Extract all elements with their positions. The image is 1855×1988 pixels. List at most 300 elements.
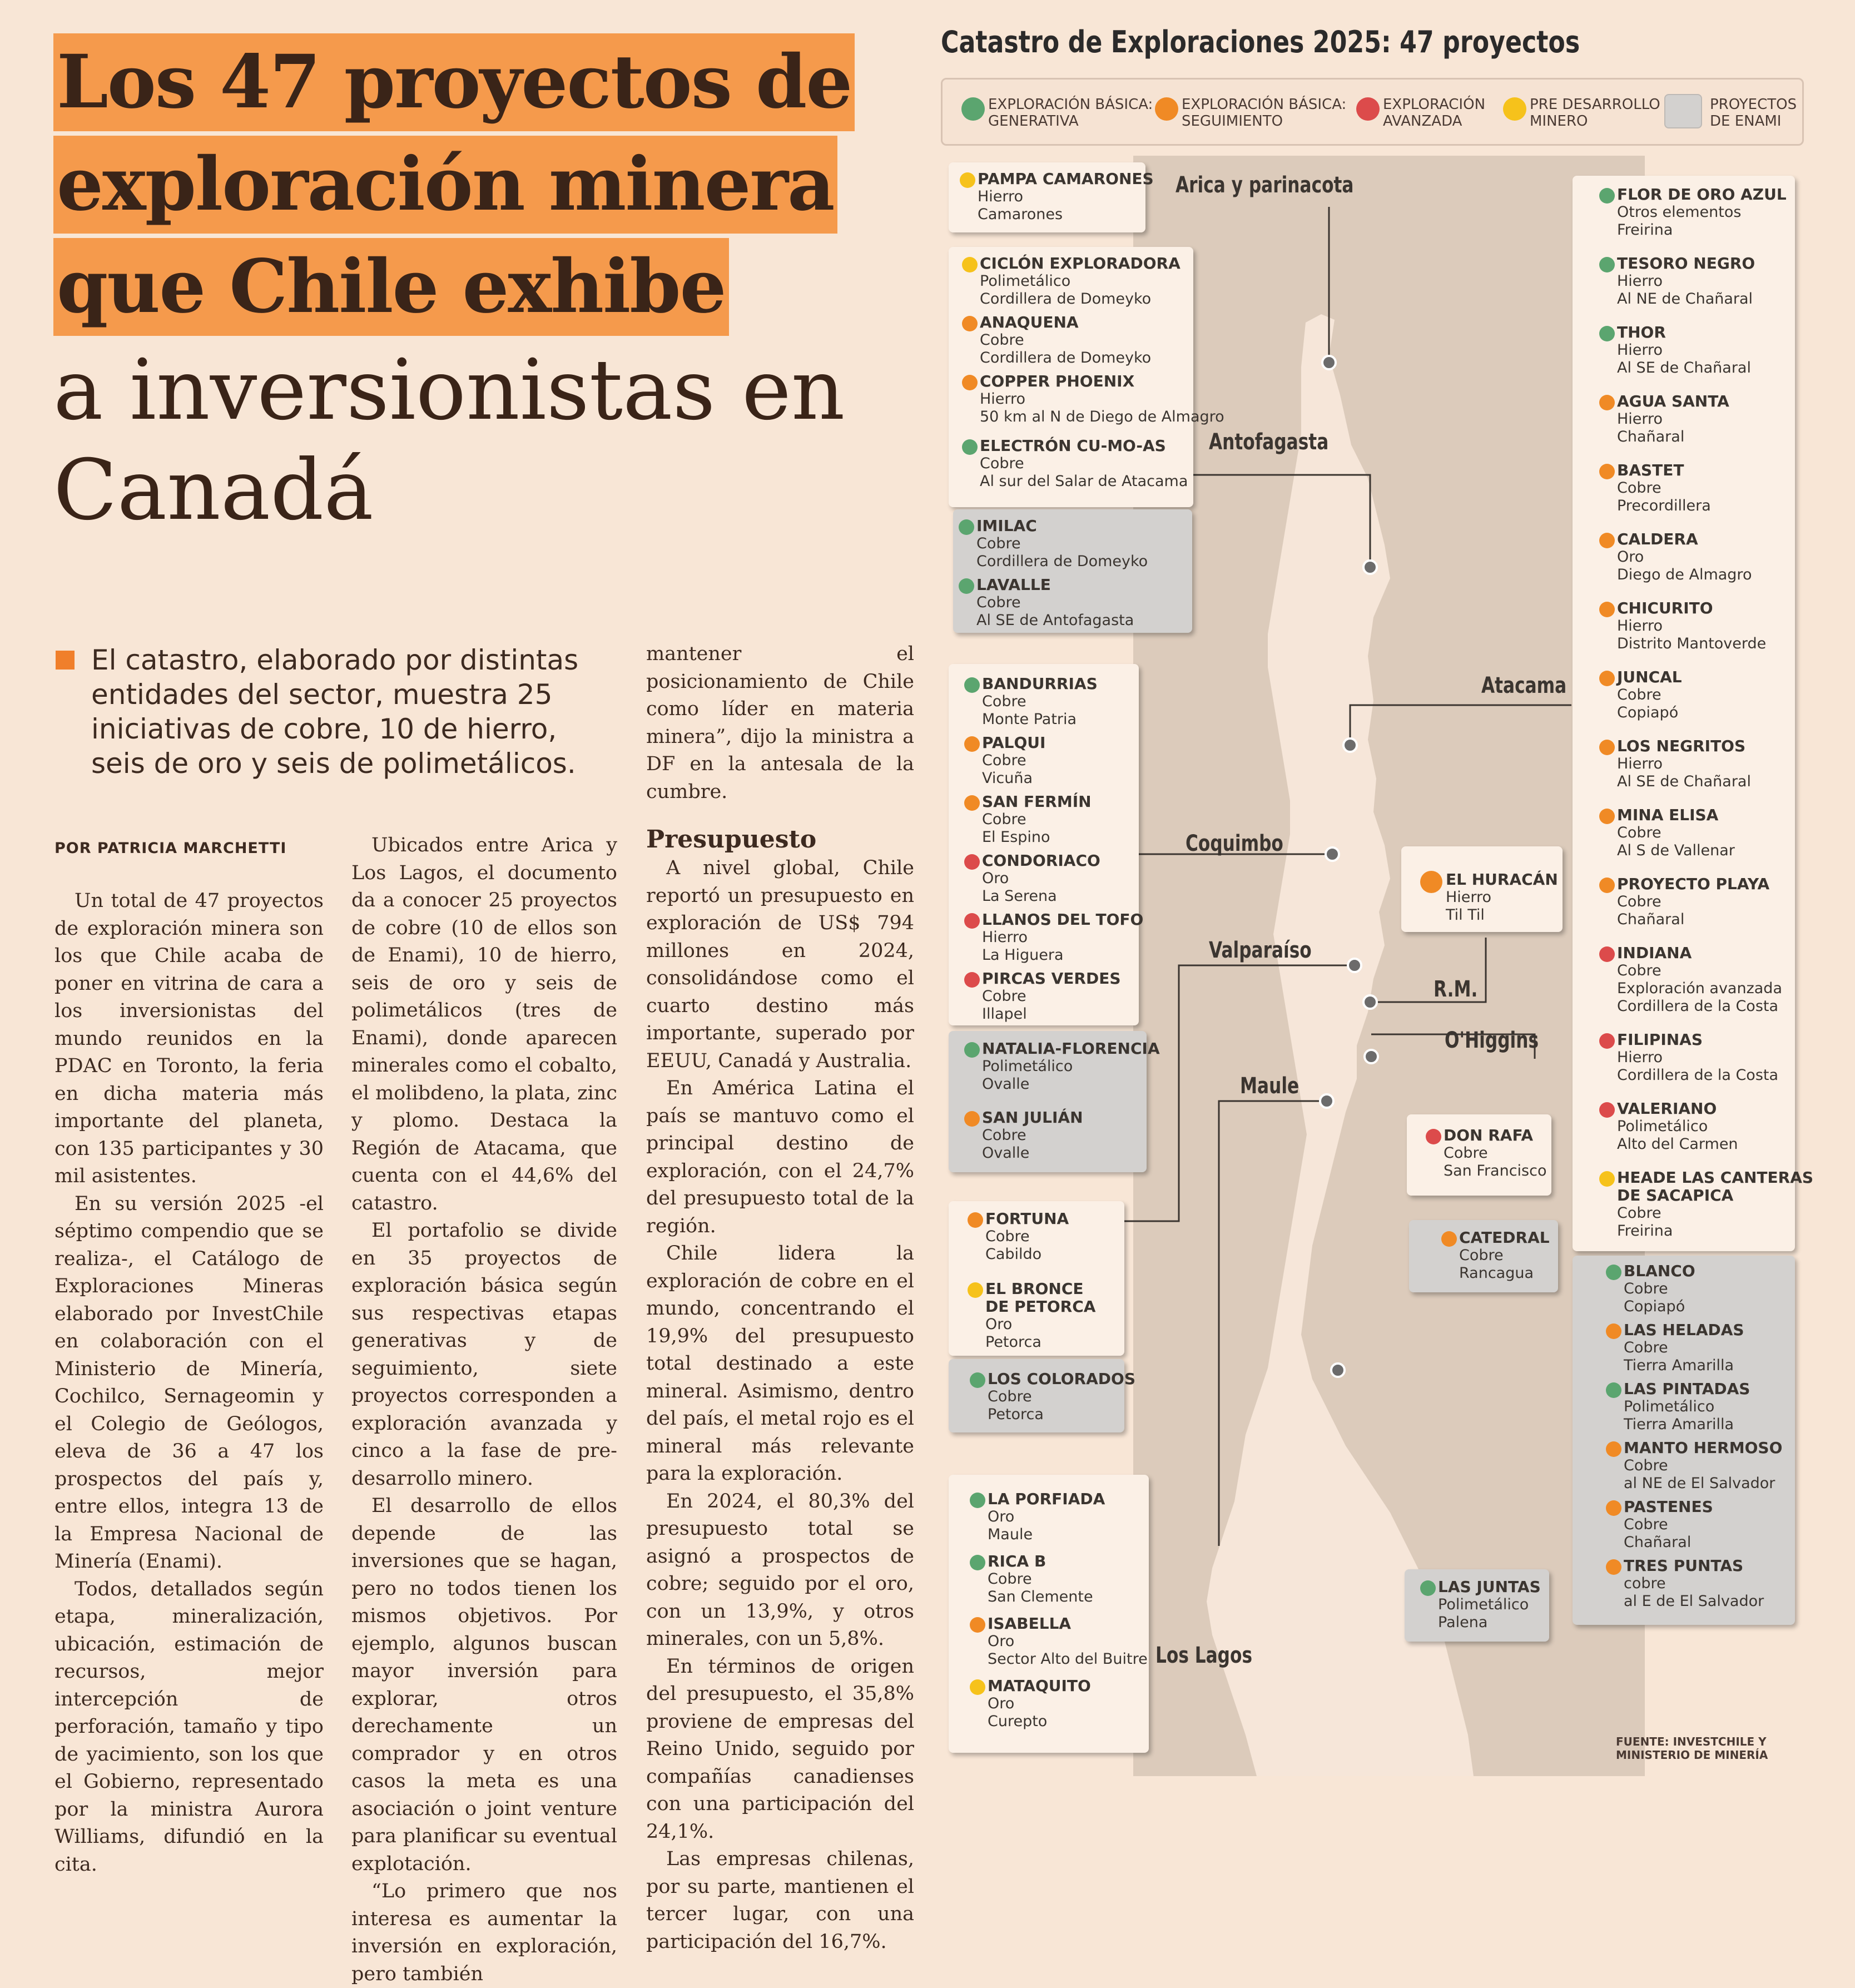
project-name: DON RAFA [1444,1126,1534,1144]
project-pircas-verdes [982,970,1121,1023]
project-electron [980,437,1188,490]
paragraph: En América Latina el país se mantuvo como el principal destino de exploración, con el 24,7% del presupuesto total de la región. [646,1077,914,1237]
project-location: Cordillera de Domeyko [976,553,1148,570]
project-name: DE SACAPICA [1617,1186,1734,1204]
section-heading: Presupuesto [646,825,817,854]
project-name: LAVALLE [976,576,1051,594]
project-location: Al NE de Chañaral [1617,290,1753,308]
yellow-dot-icon [962,257,978,272]
paragraph: En 2024, el 80,3% del presupuesto total se asignó a prospectos de cobre; seguido por el oro, con un 13,9%, y otros minerales, con un 5,8%. [646,1490,914,1650]
project-name: PAMPA CAMARONES [978,170,1154,188]
byline: POR PATRICIA MARCHETTI [54,840,287,857]
paragraph: El desarrollo de ellos depende de las inversiones que se hagan, pero no todos tienen los mismos objetivos. Por ejemplo, algunos buscan mayor inversión para explorar, otros derechamente un comprador y en otros casos la meta es una asociación o joint venture para planificar su eventual explotación. [351,1495,617,1875]
project-name: AGUA SANTA [1617,392,1729,410]
project-mineral: Cobre [976,594,1021,611]
orange-dot-icon [1599,464,1615,479]
green-dot-icon [964,1042,980,1058]
legend [941,78,1804,146]
project-mineral: Oro [1617,548,1644,566]
project-name: FLOR DE ORO AZUL [1617,185,1787,204]
project-fortuna [985,1210,1069,1263]
project-mineral: Hierro [1617,1049,1663,1066]
project-location: Freirina [1617,221,1673,239]
project-name: TRES PUNTAS [1624,1556,1744,1575]
project-mataquito [988,1677,1091,1731]
project-name: RICA B [988,1552,1046,1570]
project-name: PROYECTO PLAYA [1617,875,1770,893]
yellow-dot-icon [960,172,975,188]
project-location: Copiapó [1624,1298,1685,1315]
project-condoriaco [982,852,1100,905]
project-mineral: Hierro [1617,617,1663,634]
project-tesoro-negro [1617,255,1755,308]
project-manto-hermoso [1624,1439,1782,1493]
project-mineral: Hierro [1617,272,1663,290]
paragraph: mantener el posicionamiento de Chile como líder en materia minera”, dijo la ministra a DF en la antesala de la cumbre. [646,643,914,803]
project-name: COPPER PHOENIX [980,372,1135,390]
project-isabella [988,1615,1148,1668]
project-mineral: Hierro [1617,341,1663,359]
orange-dot-icon [1606,1559,1621,1575]
project-lavalle [976,576,1134,629]
project-chicurito [1617,599,1766,653]
project-catedral [1459,1229,1550,1282]
project-bandurrias [982,675,1098,728]
project-mineral: Cobre [985,1228,1030,1245]
project-location: al E de El Salvador [1624,1593,1764,1610]
red-dot-icon [964,913,980,929]
project-name: JUNCAL [1617,668,1682,686]
legend-label: GENERATIVA [988,113,1079,130]
project-mineral: Cobre [980,455,1024,472]
project-location: Rancagua [1459,1265,1534,1282]
project-llanos-del-tofo [982,911,1143,964]
project-mineral: Hierro [982,929,1028,946]
project-name: FORTUNA [985,1209,1069,1228]
paragraph: Chile lidera la exploración de cobre en el mundo, concentrando el 19,9% del presupuesto total destinado a este mineral. Asimismo, dentro del país, el metal rojo es el mineral más relevante para la exploración. [646,1242,914,1485]
project-mineral: Cobre [976,535,1021,552]
project-mineral: Cobre [1444,1144,1488,1162]
project-name: BLANCO [1624,1262,1695,1280]
project-location: Petorca [985,1333,1041,1351]
project-mineral: Hierro [980,390,1026,408]
paragraph: “Lo primero que nos interesa es aumentar la inversión en exploración, pero también [351,1880,617,1985]
project-mineral: Hierro [978,188,1024,205]
project-el-bronce [985,1280,1095,1351]
project-palqui [982,734,1045,787]
legend-label: EXPLORACIÓN BÁSICA: [988,96,1153,113]
orange-dot-icon [1155,97,1178,121]
project-name: CATEDRAL [1459,1228,1550,1247]
project-location: Petorca [988,1406,1044,1423]
project-location: Al S de Vallenar [1617,842,1735,859]
article-column-2 [351,832,617,1988]
project-mineral: Cobre [1617,686,1661,703]
headline-line-3: que Chile exhibe [53,238,729,336]
project-name: EL BRONCE [985,1280,1084,1298]
project-location: Cordillera de Domeyko [980,349,1152,366]
green-dot-icon [1599,257,1615,272]
project-mineral: Cobre [982,693,1026,710]
project-location: Tierra Amarilla [1624,1416,1734,1433]
legend-label: DE ENAMI [1710,113,1782,130]
green-dot-icon [959,519,974,535]
region-arica: Arica y parinacota [1176,172,1354,198]
project-proyecto-playa [1617,875,1769,929]
project-location: Diego de Almagro [1617,566,1752,583]
region-rm: R.M. [1434,976,1478,1002]
project-san-fermin [982,793,1092,846]
project-name: PIRCAS VERDES [982,969,1121,988]
project-mineral: Cobre [1459,1247,1504,1264]
project-location: Al SE de Chañaral [1617,359,1751,376]
orange-dot-icon [964,795,980,811]
orange-dot-icon [1420,871,1442,893]
headline [53,33,921,541]
yellow-dot-icon [968,1282,983,1298]
project-mineral: Otros elementos [1617,204,1742,221]
project-name: PASTENES [1624,1498,1713,1516]
region-antofagasta: Antofagasta [1209,429,1329,455]
project-las-pintadas [1624,1380,1750,1434]
project-los-negritos [1617,737,1751,791]
green-dot-icon [970,1555,985,1570]
project-caldera [1617,531,1752,584]
project-name: TESORO NEGRO [1617,254,1755,272]
project-rica-b [988,1553,1093,1606]
orange-dot-icon [1606,1500,1621,1516]
project-location: Sector Alto del Buitre [988,1650,1148,1668]
paragraph: Las empresas chilenas, por su parte, mantienen el tercer lugar, con una participación del 16,7%. [646,1848,914,1953]
legend-label: SEGUIMIENTO [1182,113,1283,130]
red-dot-icon [1599,1033,1615,1049]
project-location: San Francisco [1444,1162,1547,1179]
project-location: La Serena [982,888,1057,905]
project-location: Cordillera de Domeyko [980,290,1152,308]
project-location: Freirina [1617,1222,1673,1240]
green-dot-icon [970,1493,985,1508]
project-heade-las-canteras [1617,1169,1813,1240]
red-dot-icon [1599,1102,1615,1118]
red-dot-icon [1426,1129,1441,1144]
project-anaquena [980,314,1151,367]
project-name: LA PORFIADA [988,1490,1105,1508]
project-name: LAS PINTADAS [1624,1380,1750,1398]
project-name: INDIANA [1617,944,1692,962]
orange-dot-icon [970,1617,985,1633]
red-dot-icon [1599,946,1615,962]
region-atacama: Atacama [1481,673,1567,698]
green-dot-icon [962,439,978,455]
green-dot-icon [964,677,980,693]
yellow-dot-icon [1599,1171,1615,1187]
project-location: Al SE de Antofagasta [976,612,1134,629]
headline-line-5: Canadá [53,442,374,539]
project-mineral: Cobre [1617,962,1661,979]
green-dot-icon [970,1372,985,1388]
yellow-dot-icon [970,1679,985,1695]
project-la-porfiada [988,1490,1105,1544]
orange-dot-icon [1599,395,1615,410]
project-name: SAN JULIÁN [982,1108,1083,1127]
green-dot-icon [1599,188,1615,204]
project-location: Camarones [978,206,1063,223]
project-mineral: Polimetálico [1438,1596,1529,1613]
source-credit [1616,1735,1768,1762]
project-name: LOS COLORADOS [988,1370,1135,1388]
orange-dot-icon [962,375,978,390]
project-mineral: Hierro [1617,410,1663,428]
lead-summary [56,643,612,781]
project-name: IMILAC [976,517,1037,535]
project-mineral: cobre [1624,1575,1666,1592]
project-mineral: Cobre [982,811,1026,828]
project-indiana [1617,944,1782,1015]
project-valeriano [1617,1100,1738,1153]
project-location: Til Til [1446,906,1485,924]
project-name: PALQUI [982,733,1046,752]
project-name: EL HURACÁN [1446,870,1558,889]
project-mineral: Cobre [1617,1204,1661,1222]
project-name: DE PETORCA [985,1297,1096,1316]
project-location: Illapel [982,1005,1027,1023]
legend-label: PROYECTOS [1710,96,1797,113]
paragraph: Ubicados entre Arica y Los Lagos, el documento da a conocer 25 proyectos de cobre (10 de ellos son de Enami), 10 de hierro, seis de oro y seis de polimetálicos (tres de Enami), donde aparecen minerales como el cobalto, el molibdeno, la plata, zinc y plomo. Destaca la Región de Atacama, que cuenta con el 44,6% del catastro. [351,834,617,1214]
project-natalia-florencia [982,1040,1160,1093]
project-name: BASTET [1617,461,1684,479]
project-name: MATAQUITO [988,1677,1091,1695]
region-los-lagos: Los Lagos [1155,1643,1253,1668]
project-location: Vicuña [982,770,1033,787]
green-dot-icon [959,578,974,594]
legend-item-enami [1710,96,1797,130]
region-valparaiso: Valparaíso [1209,938,1312,963]
project-name: CALDERA [1617,530,1698,548]
project-location: Chañaral [1617,428,1685,445]
project-mineral: Cobre [1617,893,1661,910]
project-location: Cordillera de la Costa [1617,998,1779,1015]
project-thor [1617,324,1751,377]
project-ciclon-exploradora [980,255,1181,308]
project-mineral: Cobre [1624,1339,1668,1356]
project-location: 50 km al N de Diego de Almagro [980,408,1224,425]
project-mineral: Hierro [1617,755,1663,772]
project-location: Al sur del Salar de Atacama [980,473,1188,490]
red-dot-icon [964,854,980,870]
green-dot-icon [1599,326,1615,341]
orange-dot-icon [1606,1441,1621,1457]
red-dot-icon [964,972,980,988]
legend-label: EXPLORACIÓN [1383,96,1486,113]
region-coquimbo: Coquimbo [1186,831,1283,856]
source-line: MINISTERIO DE MINERÍA [1616,1748,1768,1762]
project-mineral: Oro [988,1633,1015,1650]
project-location: Chañaral [1624,1534,1692,1551]
project-agua-santa [1617,393,1729,446]
project-mineral: Cobre [982,752,1026,769]
project-las-juntas [1438,1578,1541,1632]
orange-dot-icon [1599,602,1615,617]
project-location: Cordillera de la Costa [1617,1067,1779,1084]
project-mineral: Cobre [1617,824,1661,841]
legend-label: MINERO [1530,113,1588,130]
project-blanco [1624,1262,1695,1316]
project-name: HEADE LAS CANTERAS [1617,1168,1814,1187]
paragraph: A nivel global, Chile reportó un presupuesto en exploración de US$ 794 millones en 2024, consolidándose como el cuarto destino más importante, superado por EEUU, Canadá y Australia. [646,857,914,1072]
project-mineral: Cobre [982,1127,1026,1144]
orange-dot-icon [1606,1323,1621,1339]
project-bastet [1617,462,1711,515]
orange-dot-icon [964,736,980,752]
project-location: Cabildo [985,1246,1042,1263]
project-mineral: Polimetálico [1624,1398,1715,1415]
article-column-1 [54,888,324,1878]
project-name: LLANOS DEL TOFO [982,910,1144,929]
project-name: CONDORIACO [982,851,1100,870]
project-name: BANDURRIAS [982,675,1098,693]
project-location: El Espino [982,829,1050,846]
project-name: LAS JUNTAS [1438,1578,1541,1596]
project-mineral: Polimetálico [980,272,1071,290]
project-san-julian [982,1109,1083,1162]
project-los-colorados [988,1370,1135,1424]
project-juncal [1617,668,1682,722]
project-name: CHICURITO [1617,599,1713,617]
orange-dot-icon [968,1212,983,1228]
legend-item-avanzada [1383,96,1485,130]
project-mineral: Cobre [982,988,1026,1005]
project-name: ISABELLA [988,1614,1072,1633]
project-mineral: Oro [988,1508,1015,1525]
legend-label: AVANZADA [1383,113,1462,130]
project-name: MINA ELISA [1617,806,1719,824]
green-dot-icon [1606,1265,1621,1280]
project-location: Copiapó [1617,704,1679,721]
project-las-heladas [1624,1321,1744,1375]
project-name: FILIPINAS [1617,1030,1703,1049]
project-location: Tierra Amarilla [1624,1357,1734,1374]
headline-line-2: exploración minera [53,136,837,234]
region-ohiggins: O'Higgins [1445,1028,1539,1053]
project-mineral: Cobre [980,331,1024,349]
project-location: Exploración avanzada [1617,980,1782,997]
legend-label: EXPLORACIÓN BÁSICA: [1182,96,1347,113]
orange-dot-icon [1599,533,1615,548]
project-name: VALERIANO [1617,1099,1717,1118]
region-maule: Maule [1240,1073,1300,1099]
project-location: Alto del Carmen [1617,1136,1738,1153]
project-mineral: Oro [988,1695,1015,1712]
project-name: LAS HELADAS [1624,1321,1744,1339]
project-location: Ovalle [982,1144,1030,1162]
orange-dot-icon [962,316,978,331]
project-name: ANAQUENA [980,313,1079,331]
project-location: Distrito Mantoverde [1617,635,1767,652]
paragraph: En su versión 2025 -el séptimo compendio que se realiza-, el Catálogo de Exploraciones Mineras elaborado por InvestChile en colaboración con el Ministerio de Minería, Cochilco, Sernageomin y el Colegio de Geólogos, eleva de 36 a 47 los prospectos del país y, entre ellos, integra 13 de la Empresa Nacional de Minería (Enami). [54,1192,324,1573]
orange-dot-icon [1599,671,1615,686]
lead-text: El catastro, elaborado por distintas entidades del sector, muestra 25 iniciativas de cobre, 10 de hierro, seis de oro y seis de polimetálicos. [91,644,579,780]
project-mineral: Cobre [1624,1516,1668,1533]
yellow-dot-icon [1503,97,1526,121]
paragraph: En términos de origen del presupuesto, el 35,8% proviene de empresas del Reino Unido, seguido por compañías canadienses con una participación del 24,1%. [646,1655,914,1843]
project-mineral: Polimetálico [1617,1118,1708,1135]
project-name: MANTO HERMOSO [1624,1439,1783,1457]
project-mineral: Cobre [1624,1280,1668,1297]
orange-dot-icon [1599,878,1615,893]
project-mineral: Cobre [988,1388,1032,1405]
project-location: al NE de El Salvador [1624,1475,1775,1492]
project-name: THOR [1617,323,1666,341]
project-location: Palena [1438,1614,1488,1631]
article-column-3 [646,641,914,1956]
orange-dot-icon [1599,809,1615,824]
project-location: Al SE de Chañaral [1617,773,1751,790]
project-don-rafa [1444,1127,1546,1180]
project-mina-elisa [1617,806,1735,860]
project-location: Maule [988,1526,1033,1543]
project-mineral: Cobre [1617,479,1661,497]
orange-dot-icon [1441,1231,1457,1247]
legend-item-seguimiento [1182,96,1346,130]
green-dot-icon [1606,1382,1621,1398]
infographic-title: Catastro de Exploraciones 2025: 47 proyectos [941,24,1580,60]
headline-line-4: a inversionistas en [53,342,845,439]
project-location: Precordillera [1617,497,1711,514]
legend-item-pre-desarrollo [1530,96,1660,130]
green-dot-icon [1420,1580,1436,1596]
project-mineral: Polimetálico [982,1058,1073,1075]
paragraph: Un total de 47 proyectos de exploración minera son los que Chile acaba de poner en vitrina de cara a los inversionistas del mundo reunidos en la PDAC en Toronto, la feria en dicha materia más importante del planeta, con 135 participantes y 30 mil asistentes. [54,890,324,1187]
green-dot-icon [961,97,985,121]
source-line: FUENTE: INVESTCHILE Y [1616,1735,1767,1748]
project-location: Monte Patria [982,711,1077,728]
project-location: San Clemente [988,1588,1093,1605]
red-dot-icon [1356,97,1380,121]
project-flor-de-oro-azul [1617,186,1787,239]
project-location: Ovalle [982,1075,1030,1093]
legend-item-generativa [988,96,1153,130]
project-name: NATALIA-FLORENCIA [982,1039,1160,1058]
project-pampa-camarones [978,170,1154,224]
project-location: La Higuera [982,946,1064,964]
project-name: SAN FERMÍN [982,792,1092,811]
project-mineral: Hierro [1446,889,1492,906]
orange-square-icon [56,651,75,670]
paragraph: Todos, detallados según etapa, mineralización, ubicación, estimación de recursos, mejor intercepción de perforación, tamaño y tipo de yacimiento, son los que el Gobierno, representado por la ministra Aurora Williams, difundió en la cita. [54,1578,324,1876]
project-name: ELECTRÓN CU-MO-AS [980,437,1166,455]
legend-label: PRE DESARROLLO [1530,96,1660,113]
project-name: LOS NEGRITOS [1617,737,1746,755]
project-name: CICLÓN EXPLORADORA [980,254,1181,272]
project-el-huracan [1446,871,1558,924]
orange-dot-icon [964,1111,980,1127]
project-pastenes [1624,1498,1713,1551]
project-location: Curepto [988,1713,1048,1730]
project-mineral: Oro [985,1316,1013,1333]
project-mineral: Oro [982,870,1009,887]
gray-box-icon [1664,94,1702,128]
project-location: Chañaral [1617,911,1685,928]
project-filipinas [1617,1031,1778,1084]
project-mineral: Cobre [1624,1457,1668,1474]
project-mineral: Cobre [988,1570,1032,1588]
project-imilac [976,517,1148,571]
paragraph: El portafolio se divide en 35 proyectos de exploración básica según sus respectivas etapas generativas y de seguimiento, siete proyectos corresponden a exploración avanzada y cinco a la fase de pre-desarrollo minero. [351,1219,617,1490]
project-copper-phoenix [980,373,1224,426]
project-tres-puntas [1624,1557,1764,1610]
orange-dot-icon [1599,740,1615,755]
headline-line-1: Los 47 proyectos de [53,33,855,131]
